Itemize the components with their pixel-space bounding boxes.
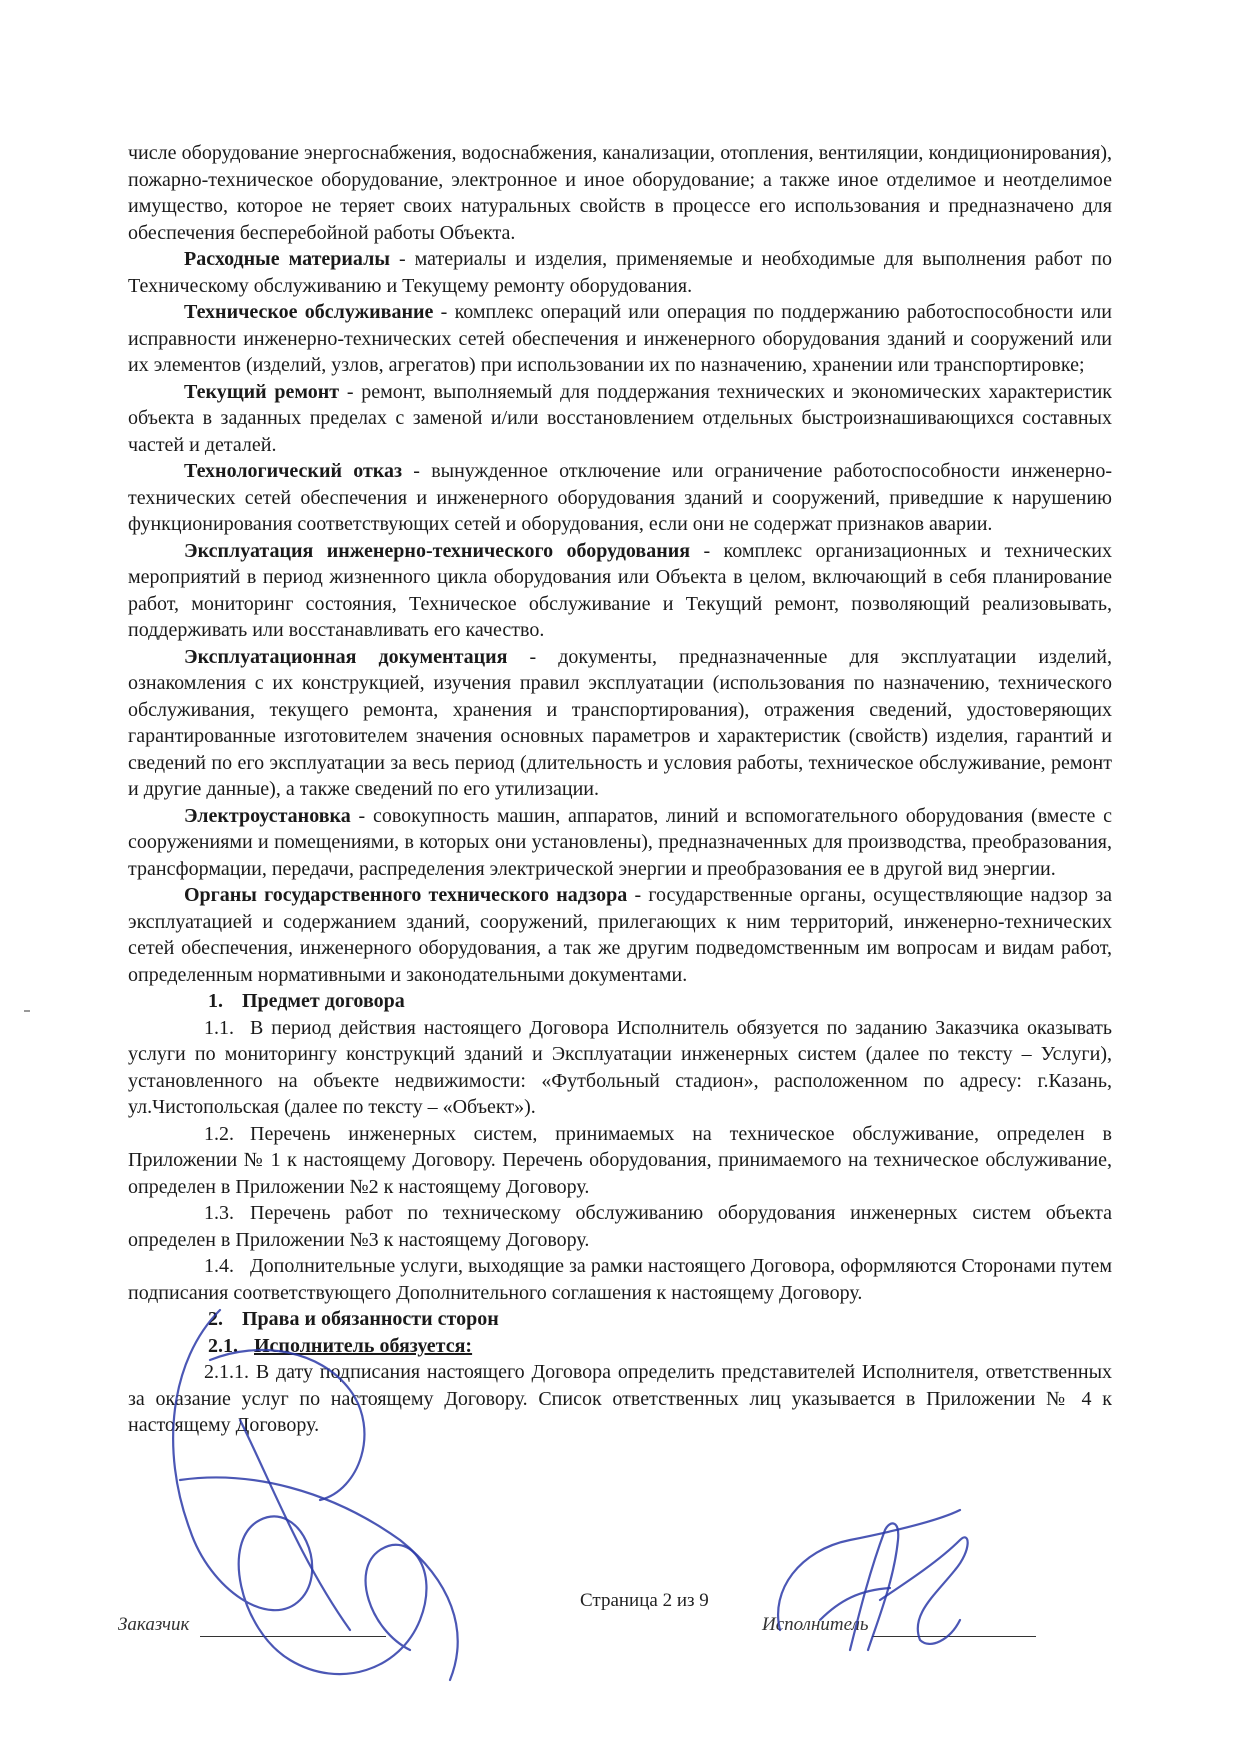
- clause-1-3: [128, 1200, 1112, 1253]
- definition-documentation: [128, 644, 1112, 803]
- definition-text: - вынужденное отключение или ограничение работоспособности инженерно-технических сетей обеспечения и инженерного оборудования зданий и сооружений, приведшие к нарушению функционирования соответствующих сетей и оборудования, если они не содержат признаков аварии.: [128, 460, 1112, 535]
- subsection-number: 2.1.: [208, 1334, 238, 1357]
- subsection-2-1: [128, 1333, 1112, 1360]
- definition-maintenance: [128, 299, 1112, 379]
- subsection-title: Исполнитель обязуется:: [254, 1334, 473, 1357]
- clause-number: 2.1.1.: [204, 1361, 249, 1383]
- definition-term: Технологический отказ: [184, 460, 403, 482]
- definition-electrical-installation: [128, 803, 1112, 883]
- clause-text: В дату подписания настоящего Договора определить представителей Исполнителя, ответственных за оказание услуг по настоящему Договору. Список ответственных лиц указывается в Приложении № 4 к настоящему Договору.: [128, 1361, 1113, 1436]
- section-title: Предмет договора: [242, 990, 405, 1012]
- definition-current-repair: [128, 379, 1112, 459]
- clause-1-2: [128, 1121, 1112, 1201]
- definition-term: Расходные материалы: [184, 248, 390, 270]
- contractor-signature-line: [872, 1636, 1036, 1637]
- clause-number: 1.1.: [204, 1016, 234, 1039]
- section-number: 1.: [208, 990, 223, 1012]
- definition-term: Эксплуатационная документация: [184, 645, 508, 668]
- definition-text: - документы, предназначенные для эксплуатации изделий, ознакомления с их конструкцией, изучения правил эксплуатации (использования по назначению, технического обслуживания, текущего ремонта, хранения и транспортирования), отражения сведений, удостоверяющих гарантированные изготовителем значения основных параметров и характеристик (свойств) изделия, гарантий и сведений по его эксплуатации за весь период (длительность и условия работы, техническое обслуживание, ремонт и другие данные), а также сведений по его утилизации.: [128, 645, 1112, 800]
- definition-text: - совокупность машин, аппаратов, линий и вспомогательного оборудования (вместе с сооружениями и помещениями, в которых они установлены), предназначенных для производства, преобразования, трансформации, передачи, распределения электрической энергии и преобразования ее в другой вид энергии.: [128, 804, 1112, 880]
- clause-2-1-1: [128, 1359, 1112, 1439]
- scan-mark: [24, 1010, 30, 1012]
- definition-term: Органы государственного технического надзора: [184, 884, 628, 906]
- section-1-heading: [128, 988, 1112, 1015]
- section-2-heading: [128, 1306, 1112, 1333]
- definition-tech-failure: [128, 458, 1112, 538]
- definition-term: Техническое обслуживание: [184, 301, 434, 323]
- definition-text: - ремонт, выполняемый для поддержания технических и экономических характеристик объекта в заданных пределах с заменой и/или восстановлением отдельных быстроизнашивающихся составных частей и деталей.: [128, 380, 1112, 456]
- clause-text: Перечень инженерных систем, принимаемых на техническое обслуживание, определен в Приложении № 1 к настоящему Договору. Перечень оборудования, принимаемого на техническое обслуживание, определен в Приложении №2 к настоящему Договору.: [128, 1122, 1112, 1198]
- clause-number: 1.2.: [204, 1122, 234, 1145]
- definition-text: - комплекс организационных и технических мероприятий в период жизненного цикла оборудования или Объекта в целом, включающий в себя планирование работ, мониторинг состояния, Техническое обслуживание и Текущий ремонт, позволяющий реализовывать, поддерживать или восстанавливать его качество.: [128, 539, 1113, 641]
- clause-1-4: [128, 1253, 1112, 1306]
- section-number: 2.: [208, 1308, 223, 1330]
- clause-number: 1.3.: [204, 1202, 234, 1224]
- page-number: Страница 2 из 9: [580, 1590, 709, 1611]
- definition-operation: [128, 538, 1112, 644]
- customer-signature-line: [200, 1636, 386, 1637]
- definition-text: - материалы и изделия, применяемые и необходимые для выполнения работ по Техническому обслуживанию и Текущему ремонту оборудования.: [128, 248, 1113, 297]
- definition-term: Эксплуатация инженерно-технического оборудования: [184, 539, 691, 562]
- clause-text: Дополнительные услуги, выходящие за рамки настоящего Договора, оформляются Сторонами путем подписания соответствующего Дополнительного соглашения к настоящему Договору.: [128, 1255, 1112, 1304]
- clause-text: В период действия настоящего Договора Исполнитель обязуется по заданию Заказчика оказывать услуги по мониторингу конструкций зданий и Эксплуатации инженерных систем (далее по тексту – Услуги), установленного на объекте недвижимости: «Футбольный стадион», расположенном по адресу: г.Казань, ул.Чистопольская (далее по тексту – «Объект»).: [128, 1016, 1112, 1118]
- definition-text: - государственные органы, осуществляющие надзор за эксплуатацией и содержанием зданий, сооружений, прилегающих к ним территорий, инженерно-технических сетей обеспечения, инженерного оборудования, а так же другим подведомственным им вопросам и видам работ, определенным нормативными и законодательными документами.: [128, 884, 1112, 986]
- definition-supervision: [128, 882, 1112, 988]
- definition-term: Электроустановка: [184, 804, 351, 827]
- definition-consumables: [128, 246, 1112, 299]
- document-body: [128, 140, 1112, 1439]
- contractor-signature-label: Исполнитель: [762, 1614, 869, 1635]
- customer-signature-label: Заказчик: [118, 1614, 190, 1635]
- intro-paragraph: числе оборудование энергоснабжения, водоснабжения, канализации, отопления, вентиляции, кондиционирования), пожарно-техническое оборудование, электронное и иное оборудование; а также иное отделимое и неотделимое имущество, которое не теряет своих натуральных свойств в процессе его использования и предназначено для обеспечения бесперебойной работы Объекта.: [128, 142, 1112, 244]
- section-title: Права и обязанности сторон: [242, 1308, 499, 1330]
- page-footer: [0, 1590, 1248, 1670]
- clause-1-1: [128, 1015, 1112, 1121]
- definition-term: Текущий ремонт: [184, 380, 340, 403]
- clause-text: Перечень работ по техническому обслуживанию оборудования инженерных систем объекта определен в Приложении №3 к настоящему Договору.: [128, 1202, 1112, 1251]
- clause-number: 1.4.: [204, 1255, 234, 1277]
- definition-text: - комплекс операций или операция по поддержанию работоспособности или исправности инженерно-технических сетей обеспечения и инженерного оборудования зданий и сооружений или их элементов (изделий, узлов, агрегатов) при использовании их по назначению, хранении или транспортировке;: [128, 301, 1112, 376]
